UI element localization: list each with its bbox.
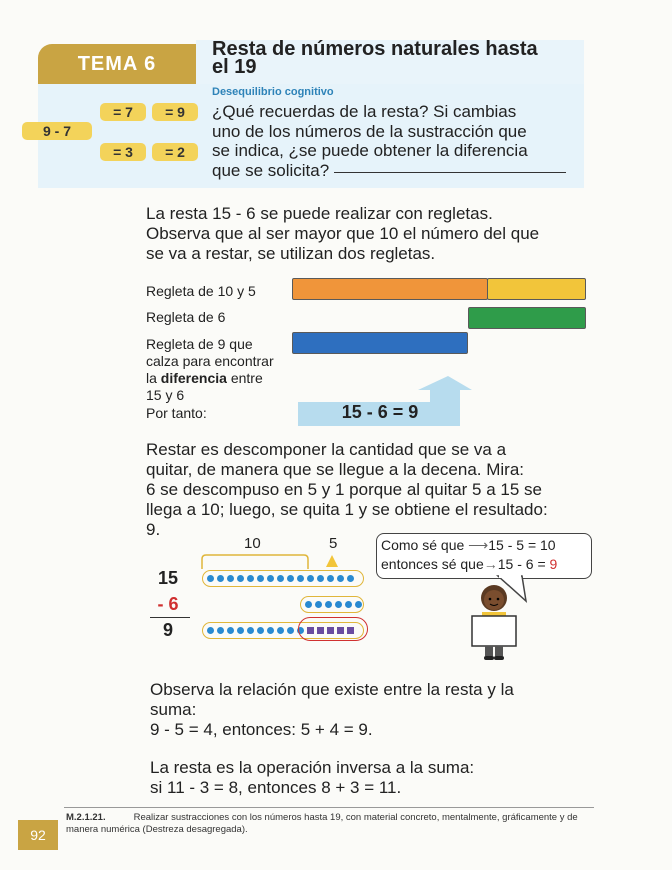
- question-line: que se solicita?: [212, 160, 330, 180]
- label-text: la: [146, 370, 161, 386]
- bracket-icon: [200, 553, 370, 571]
- regleta-5-bar: [487, 278, 586, 300]
- intro-line: Observa que al ser mayor que 10 el número del que: [146, 224, 540, 243]
- bead: [315, 601, 322, 608]
- label-regleta-10-5: Regleta de 10 y 5: [146, 283, 256, 299]
- por-tanto-label: Por tanto:: [146, 405, 207, 421]
- descomponer-line: llega a 10; luego, se quita 1 y se obtiene el resultado:: [146, 500, 548, 519]
- bead: [297, 575, 304, 582]
- expression-chip: 9 - 7: [22, 122, 92, 140]
- bead: [207, 627, 214, 634]
- label-line: 15 y 6: [146, 387, 185, 403]
- desequilibrio-question: [212, 102, 572, 180]
- result-equation: 15 - 6 = 9: [341, 402, 419, 422]
- bead-row-15: [202, 570, 364, 587]
- removed-beads-circle: [298, 617, 368, 641]
- inversa-paragraph: [150, 758, 600, 798]
- bead: [267, 575, 274, 582]
- subtraction-line: [150, 617, 190, 618]
- bead: [227, 575, 234, 582]
- bead: [257, 627, 264, 634]
- arrow-right-icon: ⟶: [468, 537, 489, 553]
- bead: [355, 601, 362, 608]
- label-line: Regleta de 9 que: [146, 336, 253, 352]
- bead: [347, 575, 354, 582]
- speech-text: entonces sé que: [381, 556, 484, 572]
- option-chip: = 9: [152, 103, 198, 121]
- footer-code: M.2.1.21.: [66, 812, 106, 823]
- number-minus-6: - 6: [157, 594, 179, 614]
- bead: [325, 601, 332, 608]
- label-line: calza para encontrar: [146, 353, 274, 369]
- intro-line: La resta 15 - 6 se puede realizar con regletas.: [146, 204, 493, 223]
- title-line-1: Resta de números naturales hasta: [212, 38, 538, 60]
- speech-line-1: [377, 534, 591, 555]
- label-regleta-9: [146, 336, 296, 404]
- bead: [257, 575, 264, 582]
- speech-text: 15 - 6 =: [497, 556, 550, 572]
- inversa-line: La resta es la operación inversa a la suma:: [150, 758, 475, 777]
- number-9: 9: [162, 620, 173, 640]
- label-five: 5: [329, 535, 338, 552]
- bead: [305, 601, 312, 608]
- inversa-line: si 11 - 3 = 8, entonces 8 + 3 = 11.: [150, 778, 402, 797]
- label-line: [146, 370, 296, 387]
- speech-answer: 9: [549, 556, 558, 572]
- descomponer-line: 9.: [146, 520, 161, 539]
- bead: [237, 627, 244, 634]
- footer-text: [66, 812, 596, 836]
- option-chip: = 3: [100, 143, 146, 161]
- number-15: 15: [157, 568, 179, 588]
- footer-divider: [64, 807, 594, 808]
- bead: [317, 575, 324, 582]
- bead: [247, 575, 254, 582]
- footer-text-1: Realizar sustracciones con los números hasta 19, con material concreto, mentalmente, gráficamente y de: [133, 812, 578, 823]
- bead: [327, 575, 334, 582]
- descomponer-line: quitar, de manera que se llegue a la decena. Mira:: [146, 460, 525, 479]
- bead-row-6: [300, 596, 364, 613]
- label-regleta-6: Regleta de 6: [146, 309, 226, 325]
- descomponer-line: 6 se descompuso en 5 y 1 porque al quitar 5 a 15 se: [146, 480, 542, 499]
- label-bold: diferencia: [160, 370, 227, 386]
- relacion-line: suma:: [150, 700, 197, 719]
- bead: [227, 627, 234, 634]
- bead: [287, 575, 294, 582]
- bead: [337, 575, 344, 582]
- bead: [247, 627, 254, 634]
- bead: [345, 601, 352, 608]
- answer-blank-line: [334, 172, 566, 173]
- option-chip: = 2: [152, 143, 198, 161]
- page-title: [212, 40, 592, 76]
- bead: [217, 627, 224, 634]
- bead: [287, 627, 294, 634]
- descomponer-paragraph: [146, 440, 596, 540]
- bead: [277, 627, 284, 634]
- bead: [207, 575, 214, 582]
- footer-line-1: [66, 812, 596, 824]
- question-line: uno de los números de la sustracción que: [212, 121, 527, 141]
- regleta-9-bar: [292, 332, 468, 354]
- question-line: se indica, ¿se puede obtener la diferencia: [212, 141, 528, 160]
- relacion-line: 9 - 5 = 4, entonces: 5 + 4 = 9.: [150, 720, 373, 739]
- descomponer-line: Restar es descomponer la cantidad que se va a: [146, 440, 507, 459]
- label-text: entre: [226, 370, 263, 386]
- question-line: ¿Qué recuerdas de la resta? Si cambias: [212, 102, 517, 121]
- speech-text: 15 - 5 = 10: [488, 537, 556, 553]
- child-figure-icon: [466, 580, 522, 666]
- tema-label: TEMA 6: [38, 44, 196, 84]
- intro-line: se va a restar, se utilizan dos regletas.: [146, 244, 436, 263]
- bead: [335, 601, 342, 608]
- arrow-right-icon: →: [483, 556, 498, 572]
- relacion-paragraph: [150, 680, 600, 740]
- speech-line-2: [377, 555, 591, 574]
- bead: [277, 575, 284, 582]
- bead: [267, 627, 274, 634]
- title-line-2: el 19: [212, 56, 257, 78]
- intro-paragraph: [146, 204, 596, 264]
- regleta-6-bar: [468, 307, 586, 329]
- relacion-line: Observa la relación que existe entre la resta y la: [150, 680, 514, 699]
- page-number: 92: [18, 820, 58, 850]
- bead: [237, 575, 244, 582]
- regleta-10-bar: [292, 278, 488, 300]
- footer-line-2: manera numérica (Destreza desagregada).: [66, 824, 248, 835]
- bead: [307, 575, 314, 582]
- bead: [217, 575, 224, 582]
- speech-bubble: [376, 533, 592, 579]
- option-chip: = 7: [100, 103, 146, 121]
- label-ten: 10: [244, 535, 261, 552]
- speech-text: Como sé que: [381, 537, 465, 553]
- desequilibrio-heading: Desequilibrio cognitivo: [212, 86, 334, 98]
